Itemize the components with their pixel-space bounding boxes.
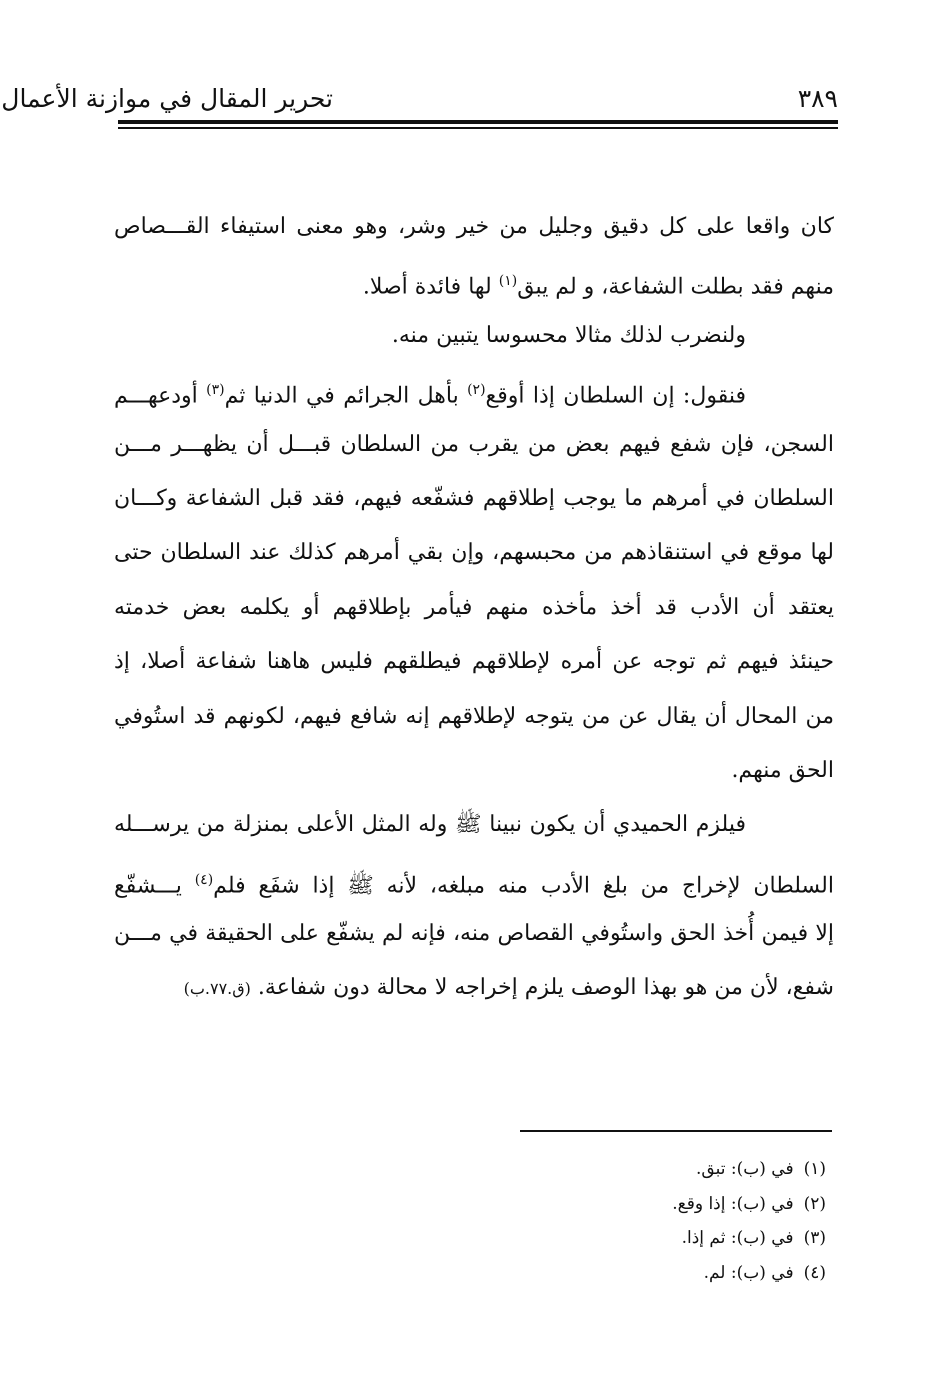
manuscript-folio-ref: (ق.٧٧.ب)	[183, 979, 251, 999]
text-line: الحق منهم.	[731, 757, 834, 783]
text-line: السجن، فإن شفع فيهم بعض من يقرب من السلطان قبـــل أن يظهـــر مـــن	[114, 431, 834, 457]
footnotes	[672, 1152, 826, 1290]
text-line: حينئذ فيهم ثم توجه عن أمره لإطلاقهم فيطلقهم فليس هاهنا شفاعة أصلا، إذ	[114, 649, 834, 675]
footnote: (٤)في (ب): لم.	[703, 1262, 826, 1283]
header-rule-thick	[118, 120, 838, 124]
text-line: كان واقعا على كل دقيق وجليل من خير وشر، وهو معنى استيفاء القـــصاص	[114, 214, 834, 239]
footnote: (١)في (ب): تبق.	[696, 1159, 826, 1179]
running-title: تحرير المقال في موازنة الأعمال	[1, 84, 333, 113]
text-line: فنقول: إن السلطان إذا أوقع$^{(٢)}$ بأهل الجرائم في الدنيا ثم$^{(٣)}$ أودعهـــم	[114, 382, 746, 409]
text-line: منهم فقد بطلت الشفاعة، و لم يبق$^{(١)}$ لها فائدة أصلا.	[362, 273, 834, 300]
body-text	[114, 200, 834, 1016]
text-line: إلا فيمن أُخذ الحق واستُوفي القصاص منه، فإنه لم يشفّع على الحقيقة في مـــن	[114, 921, 834, 947]
footnote-ref: (١)	[498, 273, 518, 290]
footnote: (٢)في (ب): إذا وقع.	[672, 1193, 826, 1214]
footnote-separator	[520, 1130, 832, 1132]
header-rule-thin	[118, 127, 838, 129]
footnote-ref: (٢)	[467, 382, 486, 399]
text-line: يعتقد أن الأدب قد أخذ مأخذه منهم فيأمر بإطلاقهم أو يكلمه بعض خدمته	[114, 594, 834, 620]
footnote: (٣)في (ب): ثم إذا.	[681, 1228, 826, 1248]
page-header	[1, 78, 838, 118]
text-line: لها موقع في استنقاذهم من محبسهم، وإن بقي أمرهم كذلك عند السلطان حتى	[114, 540, 834, 566]
text-line: من المحال أن يقال عن من يتوجه لإطلاقهم إنه شافع فيهم، لكونهم قد استُوفي	[114, 703, 834, 729]
footnote-ref: (٣)	[206, 382, 225, 399]
page-number: ٣٨٩	[797, 84, 838, 113]
footnote-ref: (٤)	[194, 871, 214, 888]
text-line: فيلزم الحميدي أن يكون نبينا ﷺ وله المثل الأعلى بمنزلة من يرســـله	[114, 812, 746, 838]
text-line: السلطان لإخراج من بلغ الأدب منه مبلغه، لأنه ﷺ إذا شفَع فلم$^{(٤)}$ يـــشفّع	[114, 871, 834, 899]
text-line: ولنضرب لذلك مثالا محسوسا يتبين منه.	[391, 322, 746, 348]
text-line: السلطان في أمرهم ما يوجب إطلاقهم فشفّعه فيهم، فقد قبل الشفاعة وكـــان	[114, 485, 834, 511]
text-line: شفع، لأن من هو بهذا الوصف يلزم إخراجه لا محالة دون شفاعة. (ق.٧٧.ب)	[183, 975, 834, 1001]
